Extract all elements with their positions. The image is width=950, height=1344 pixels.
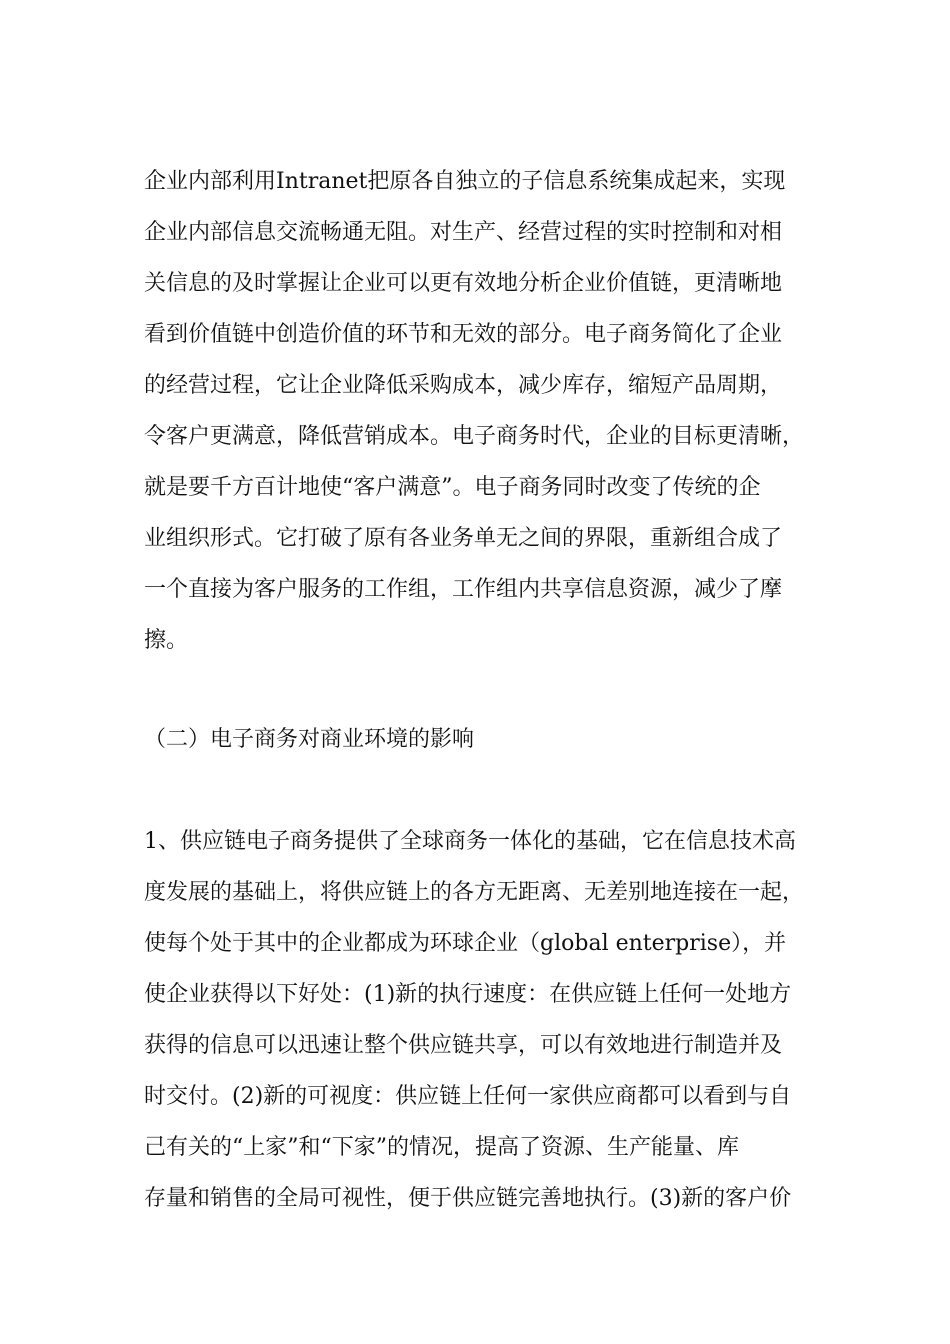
text-line: 己有关的“上家”和“下家”的情况，提高了资源、生产能量、库	[144, 1135, 739, 1160]
text-line: 企业内部信息交流畅通无阻。对生产、经营过程的实时控制和对相	[144, 220, 783, 245]
text-line: 时交付。(2)新的可视度：供应链上任何一家供应商都可以看到与自	[144, 1084, 792, 1109]
section-heading-text: （二）电子商务对商业环境的影响	[144, 727, 475, 752]
text-line: 使企业获得以下好处：(1)新的执行速度：在供应链上任何一处地方	[144, 982, 792, 1007]
text-line: 业组织形式。它打破了原有各业务单无之间的界限，重新组合成了	[144, 526, 783, 551]
text-line: 就是要千方百计地使“客户满意”。电子商务同时改变了传统的企	[144, 475, 761, 500]
text-line: 使每个处于其中的企业都成为环球企业（global enterprise），并	[144, 931, 787, 956]
text-line: 获得的信息可以迅速让整个供应链共享，可以有效地进行制造并及	[144, 1033, 783, 1058]
text-line: 存量和销售的全局可视性，便于供应链完善地执行。(3)新的客户价	[144, 1186, 792, 1211]
text-line: 看到价值链中创造价值的环节和无效的部分。电子商务简化了企业	[144, 322, 783, 347]
section-heading	[144, 714, 806, 765]
text-line: 企业内部利用Intranet把原各自独立的子信息系统集成起来，实现	[144, 169, 786, 194]
text-line: 关信息的及时掌握让企业可以更有效地分析企业价值链，更清晰地	[144, 271, 783, 296]
text-line: 一个直接为客户服务的工作组，工作组内共享信息资源，减少了摩	[144, 577, 783, 602]
text-line: 令客户更满意，降低营销成本。电子商务时代，企业的目标更清晰，	[144, 424, 805, 449]
text-line: 1、供应链电子商务提供了全球商务一体化的基础，它在信息技术高	[144, 829, 796, 854]
paragraph-enterprise-integration	[144, 156, 806, 666]
text-line: 度发展的基础上，将供应链上的各方无距离、无差别地连接在一起，	[144, 880, 805, 905]
text-line: 擦。	[144, 628, 189, 653]
paragraph-supply-chain	[144, 816, 806, 1224]
text-line: 的经营过程，它让企业降低采购成本，减少库存，缩短产品周期，	[144, 373, 783, 398]
